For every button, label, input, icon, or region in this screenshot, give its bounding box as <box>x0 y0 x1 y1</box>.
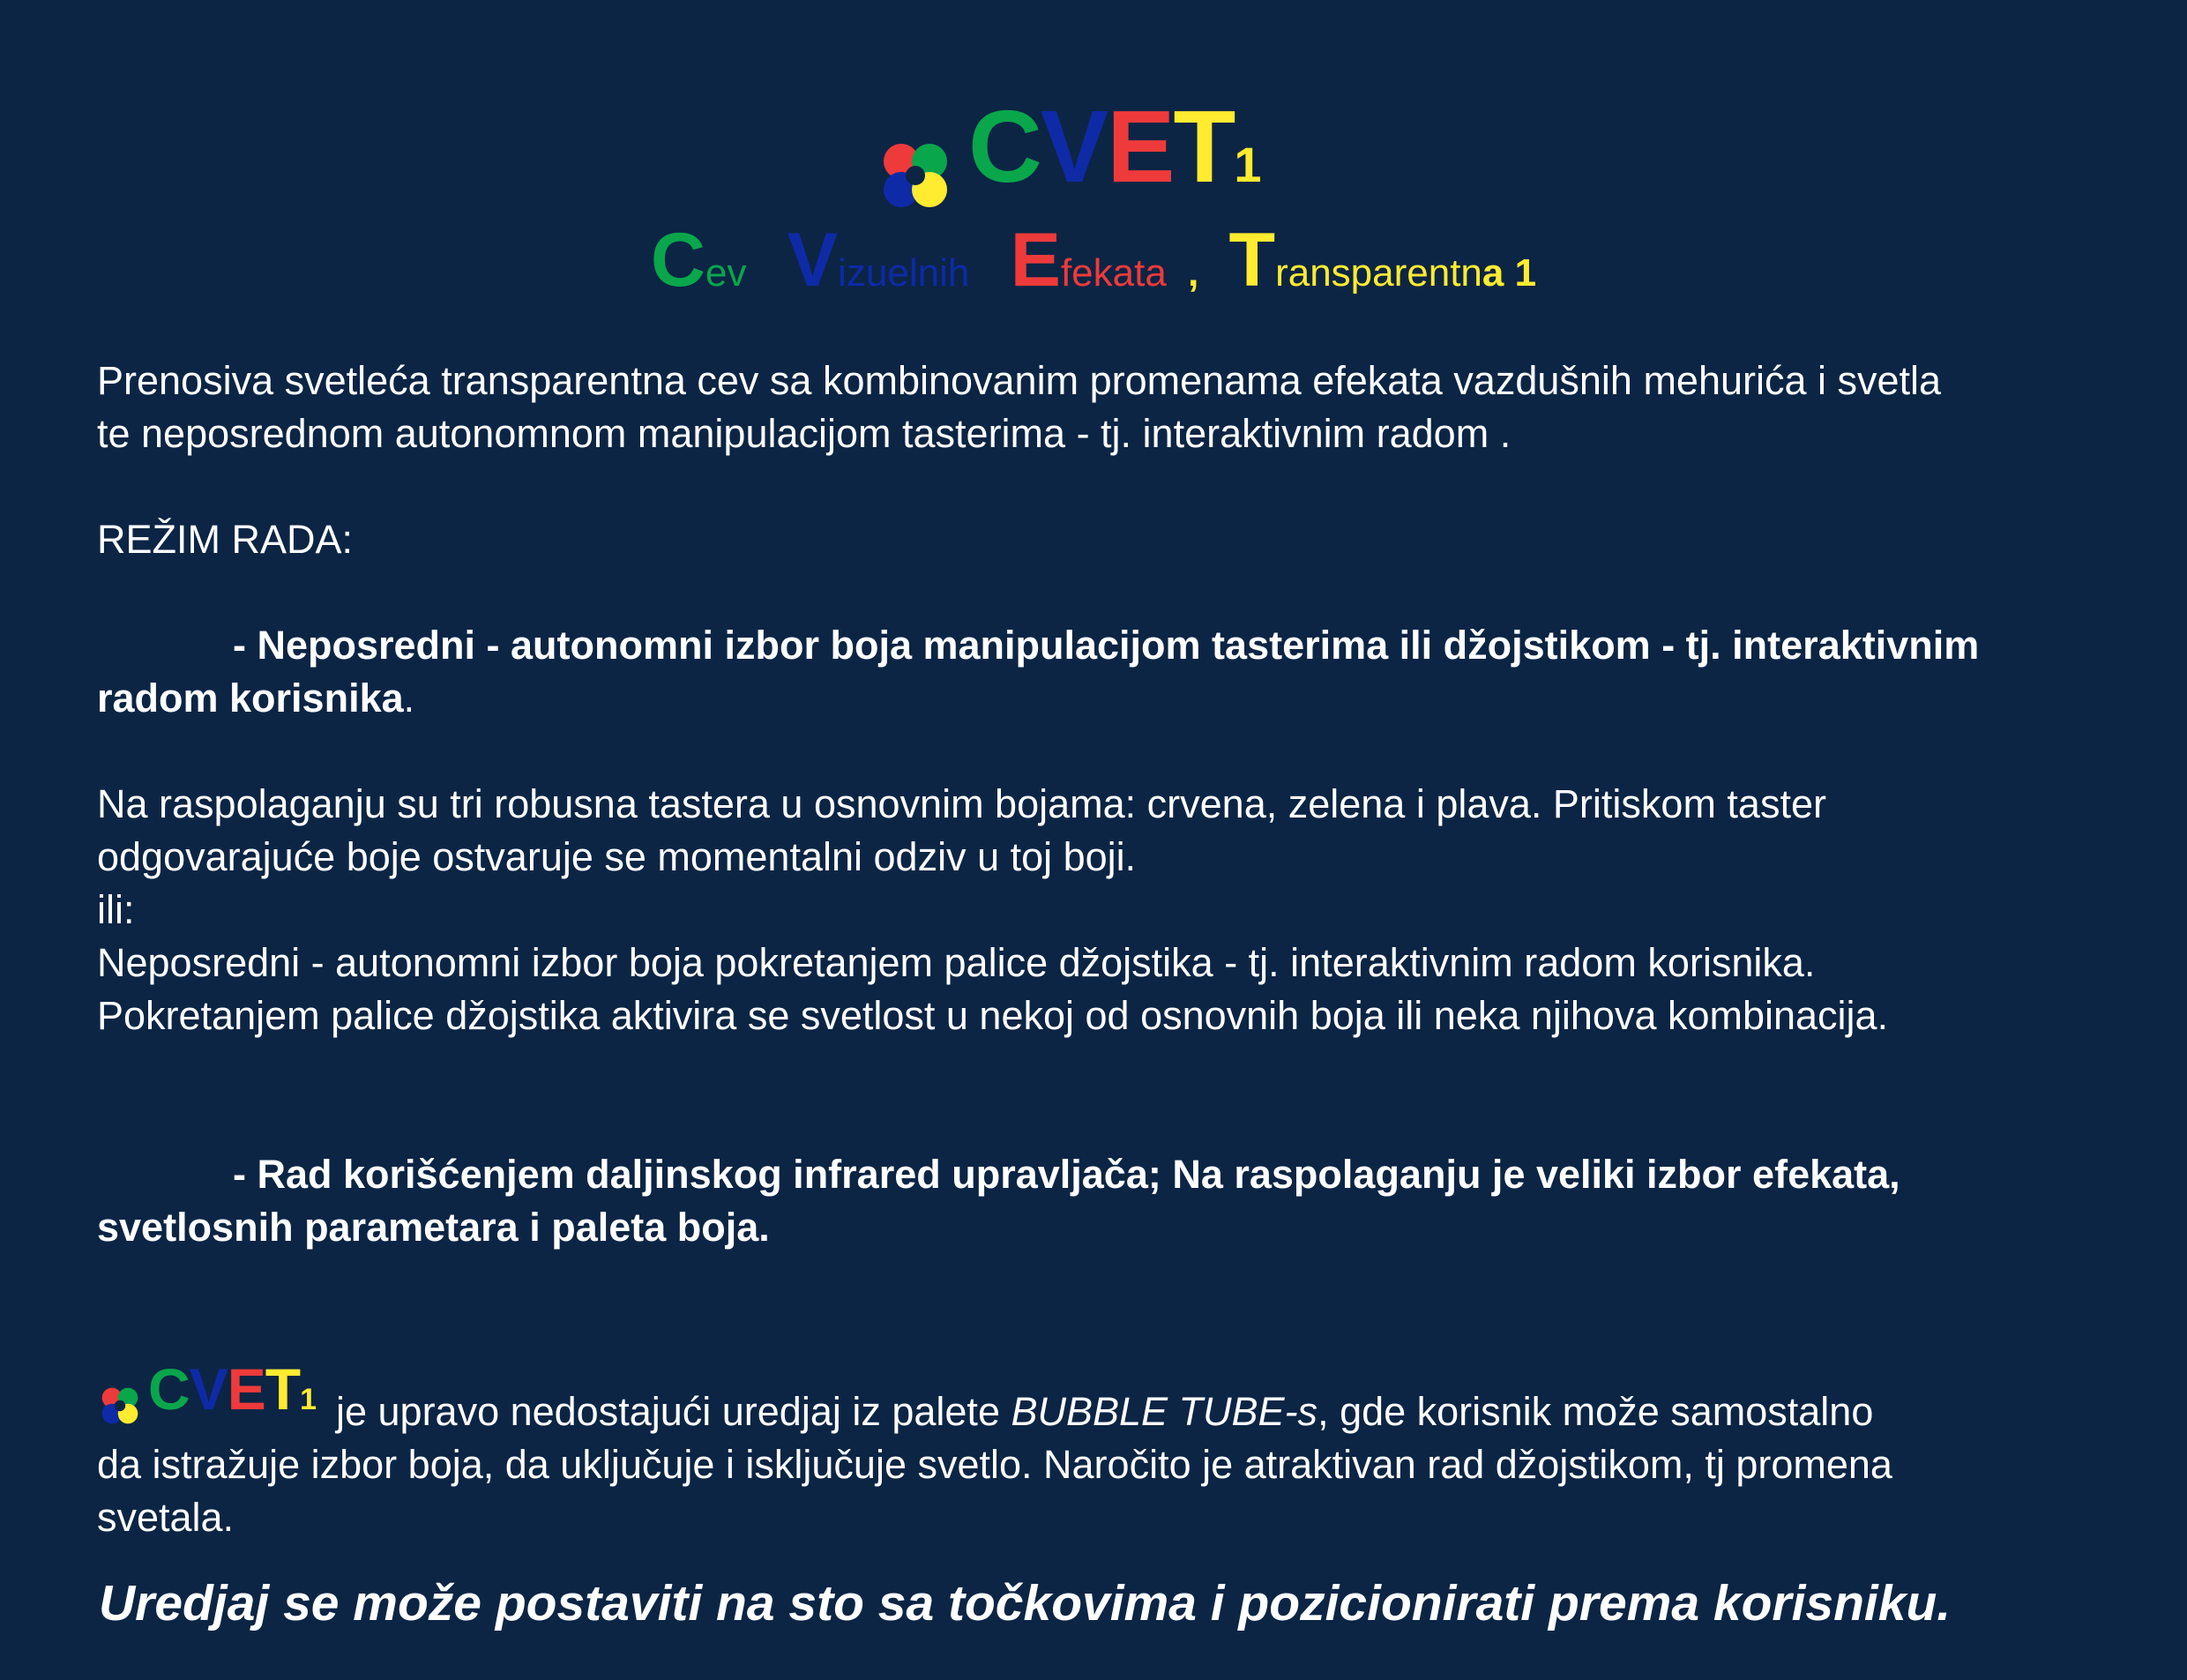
summary-text-pre: je upravo nedostajući uredjaj iz palete <box>335 1389 1011 1434</box>
summary-line-3: svetala. <box>97 1495 235 1540</box>
mode-1-paragraph <box>97 619 2125 725</box>
cvet1-logo <box>875 89 1262 216</box>
four-petal-flower-icon <box>97 1383 143 1429</box>
mode-2-line-2: svetlosnih parametara i paleta boja. <box>97 1205 770 1250</box>
four-petal-flower-icon <box>875 135 956 216</box>
logo-suffix: 1 <box>1234 137 1262 192</box>
expansion-word-transparentna: Transparentna 1 <box>1228 218 1537 302</box>
intro-line-1: Prenosiva svetleća transparentna cev sa kombinovanim promenama efekata vazdušnih mehurića i svetla <box>97 358 1942 403</box>
final-statement: Uredjaj se može postaviti na sto sa točkovima i pozicionirati prema korisniku. <box>99 1575 1952 1631</box>
buttons-line-4: Neposredni - autonomni izbor boja pokretanjem palice džojstika - tj. interaktivnim radom korisnika. <box>97 940 1816 985</box>
inline-logo-wordmark: CVET1 <box>148 1356 317 1422</box>
mode-1-line-2: radom korisnika <box>97 676 404 721</box>
mode-heading: REŽIM RADA: <box>97 517 354 562</box>
acronym-expansion <box>0 220 2187 313</box>
logo-letter-v: V <box>1040 89 1108 204</box>
intro-paragraph <box>97 355 2125 460</box>
cvet1-inline-logo <box>97 1356 317 1429</box>
expansion-word-efekata: Efekata <box>1010 218 1167 302</box>
mode-1-line-1: - Neposredni - autonomni izbor boja manipulacijom tasterima ili džojstikom - tj. interaktivnim <box>233 623 1980 668</box>
summary-paragraph <box>97 1356 2125 1544</box>
mode-1-period: . <box>403 676 415 721</box>
intro-line-2: te neposrednom autonomnom manipulacijom tasterima - tj. interaktivnim radom . <box>97 411 1511 456</box>
mode-2-line-1: - Rad korišćenjem daljinskog infrared upravljača; Na raspolaganju je veliki izbor efekata, <box>233 1152 1900 1197</box>
expansion-word-vizuelnih: Vizuelnih <box>787 218 970 302</box>
buttons-line-5: Pokretanjem palice džojstika aktivira se svetlost u nekoj od osnovnih boja ili neka njihova kombinacija. <box>97 993 1889 1038</box>
buttons-line-3: ili: <box>97 887 135 932</box>
expansion-comma: , <box>1188 251 1199 295</box>
expansion-word-cev: Cev <box>650 218 747 302</box>
buttons-line-2: odgovarajuće boje ostvaruje se momentalni odziv u toj boji. <box>97 834 1137 879</box>
buttons-line-1: Na raspolaganju su tri robusna tastera u osnovnim bojama: crvena, zelena i plava. Pritiskom taster <box>97 781 1826 826</box>
logo-letter-c: C <box>968 89 1041 204</box>
logo-wordmark <box>968 89 1262 216</box>
logo-letter-e: E <box>1107 89 1174 204</box>
logo-letter-t: T <box>1173 89 1235 204</box>
mode-2-paragraph <box>97 1148 2125 1254</box>
summary-text-post: , gde korisnik može samostalno <box>1317 1389 1874 1434</box>
summary-line-2: da istražuje izbor boja, da uključuje i isključuje svetlo. Naročito je atraktivan rad džojstikom, tj promena <box>97 1442 1892 1487</box>
summary-italic-term: BUBBLE TUBE-s <box>1011 1389 1318 1434</box>
buttons-paragraph <box>97 778 2125 1042</box>
